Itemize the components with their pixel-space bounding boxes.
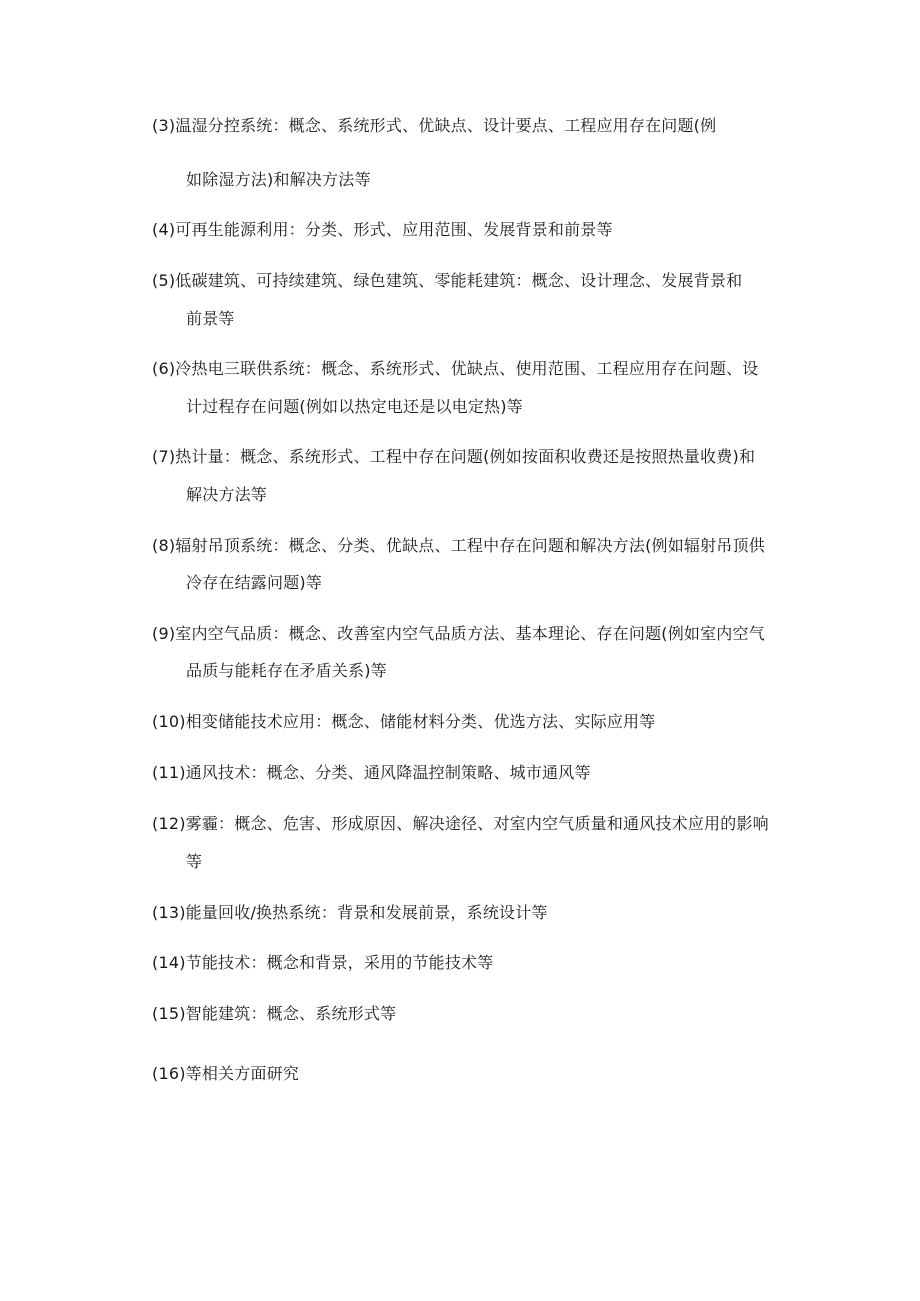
item-16-line-1: (16)等相关方面研究 (152, 1064, 300, 1083)
item-9-line-2: 品质与能耗存在矛盾关系)等 (186, 661, 387, 680)
item-7-line-2: 解决方法等 (186, 485, 268, 504)
item-11-line-1: (11)通风技术：概念、分类、通风降温控制策略、城市通风等 (152, 763, 591, 782)
item-8-line-2: 冷存在结露问题)等 (186, 573, 323, 592)
item-5-line-2: 前景等 (186, 309, 235, 328)
item-14-line-1: (14)节能技术：概念和背景，采用的节能技术等 (152, 953, 494, 972)
item-12-line-2: 等 (186, 852, 203, 871)
item-13-line-1: (13)能量回收/换热系统：背景和发展前景，系统设计等 (152, 903, 548, 922)
item-9-line-1: (9)室内空气品质：概念、改善室内空气品质方法、基本理论、存在问题(例如室内空气 (152, 624, 765, 643)
item-3-line-1: (3)温湿分控系统：概念、系统形式、优缺点、设计要点、工程应用存在问题(例 (152, 116, 717, 135)
item-3-line-2: 如除湿方法)和解决方法等 (186, 170, 371, 189)
item-12-line-1: (12)雾霾：概念、危害、形成原因、解决途径、对室内空气质量和通风技术应用的影响 (152, 814, 769, 833)
item-10-line-1: (10)相变储能技术应用：概念、储能材料分类、优选方法、实际应用等 (152, 712, 656, 731)
item-5-line-1: (5)低碳建筑、可持续建筑、绿色建筑、零能耗建筑：概念、设计理念、发展背景和 (152, 271, 743, 290)
item-4-line-1: (4)可再生能源利用：分类、形式、应用范围、发展背景和前景等 (152, 220, 613, 239)
item-7-line-1: (7)热计量：概念、系统形式、工程中存在问题(例如按面积收费还是按照热量收费)和 (152, 447, 756, 466)
item-6-line-2: 计过程存在问题(例如以热定电还是以电定热)等 (186, 397, 523, 416)
item-6-line-1: (6)冷热电三联供系统：概念、系统形式、优缺点、使用范围、工程应用存在问题、设 (152, 359, 759, 378)
item-8-line-1: (8)辐射吊顶系统：概念、分类、优缺点、工程中存在问题和解决方法(例如辐射吊顶供 (152, 536, 765, 555)
item-15-line-1: (15)智能建筑：概念、系统形式等 (152, 1004, 397, 1023)
